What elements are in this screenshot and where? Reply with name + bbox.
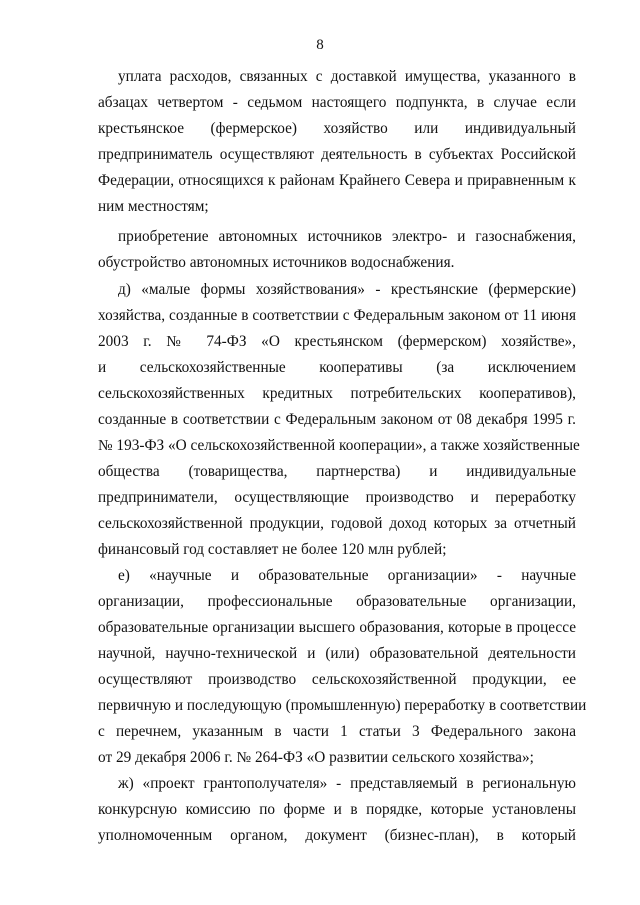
page-number: 8 [316, 37, 324, 53]
text-line: финансовый год составляет не более 120 млн рублей; [98, 541, 447, 558]
text-line: № 193-ФЗ «О сельскохозяйственной кооперации», а также хозяйственные [98, 437, 580, 454]
text-line: е) «научные и образовательные организации» - научные [118, 567, 576, 584]
text-line: с перечнем, указанным в части 1 статьи 3 Федерального закона [98, 723, 576, 740]
text-line: конкурсную комиссию по форме и в порядке, которые установлены [98, 801, 576, 818]
text-line: уполномоченным органом, документ (бизнес-план), в который [98, 827, 576, 844]
text-line: созданные в соответствии с Федеральным законом от 08 декабря 1995 г. [98, 411, 576, 428]
text-line: ж) «проект грантополучателя» - представляемый в региональную [118, 775, 576, 792]
text-line: ним местностям; [98, 198, 209, 215]
text-line: Федерации, относящихся к районам Крайнего Севера и приравненным к [98, 172, 576, 189]
text-line: уплата расходов, связанных с доставкой имущества, указанного в [118, 68, 576, 85]
text-line: от 29 декабря 2006 г. № 264-ФЗ «О развитии сельского хозяйства»; [98, 749, 534, 766]
text-line: абзацах четвертом - седьмом настоящего подпункта, в случае если [98, 94, 576, 111]
text-line: обустройство автономных источников водоснабжения. [98, 254, 455, 271]
text-line: и сельскохозяйственные кооперативы (за исключением [98, 359, 576, 376]
text-line: предприниматели, осуществляющие производство и переработку [98, 489, 576, 506]
text-line: хозяйства, созданные в соответствии с Федеральным законом от 11 июня [98, 307, 576, 324]
text-line: крестьянское (фермерское) хозяйство или индивидуальный [98, 120, 576, 137]
text-line: приобретение автономных источников электро- и газоснабжения, [118, 228, 576, 245]
text-line: сельскохозяйственной продукции, годовой доход которых за отчетный [98, 515, 576, 532]
text-line: предприниматель осуществляют деятельность в субъектах Российской [98, 146, 576, 163]
text-line: сельскохозяйственных кредитных потребительских кооперативов), [98, 385, 576, 402]
text-line: первичную и последующую (промышленную) переработку в соответствии [98, 697, 587, 714]
text-line: 2003 г. № 74-ФЗ «О крестьянском (фермерском) хозяйстве», [98, 333, 576, 350]
text-line: осуществляют производство сельскохозяйственной продукции, ее [98, 671, 576, 688]
text-line: общества (товарищества, партнерства) и индивидуальные [98, 463, 576, 480]
text-line: образовательные организации высшего образования, которые в процессе [98, 619, 576, 636]
text-line: организации, профессиональные образовательные организации, [98, 593, 576, 610]
text-line: д) «малые формы хозяйствования» - крестьянские (фермерские) [118, 281, 576, 298]
text-line: научной, научно-технической и (или) образовательной деятельности [98, 645, 576, 662]
